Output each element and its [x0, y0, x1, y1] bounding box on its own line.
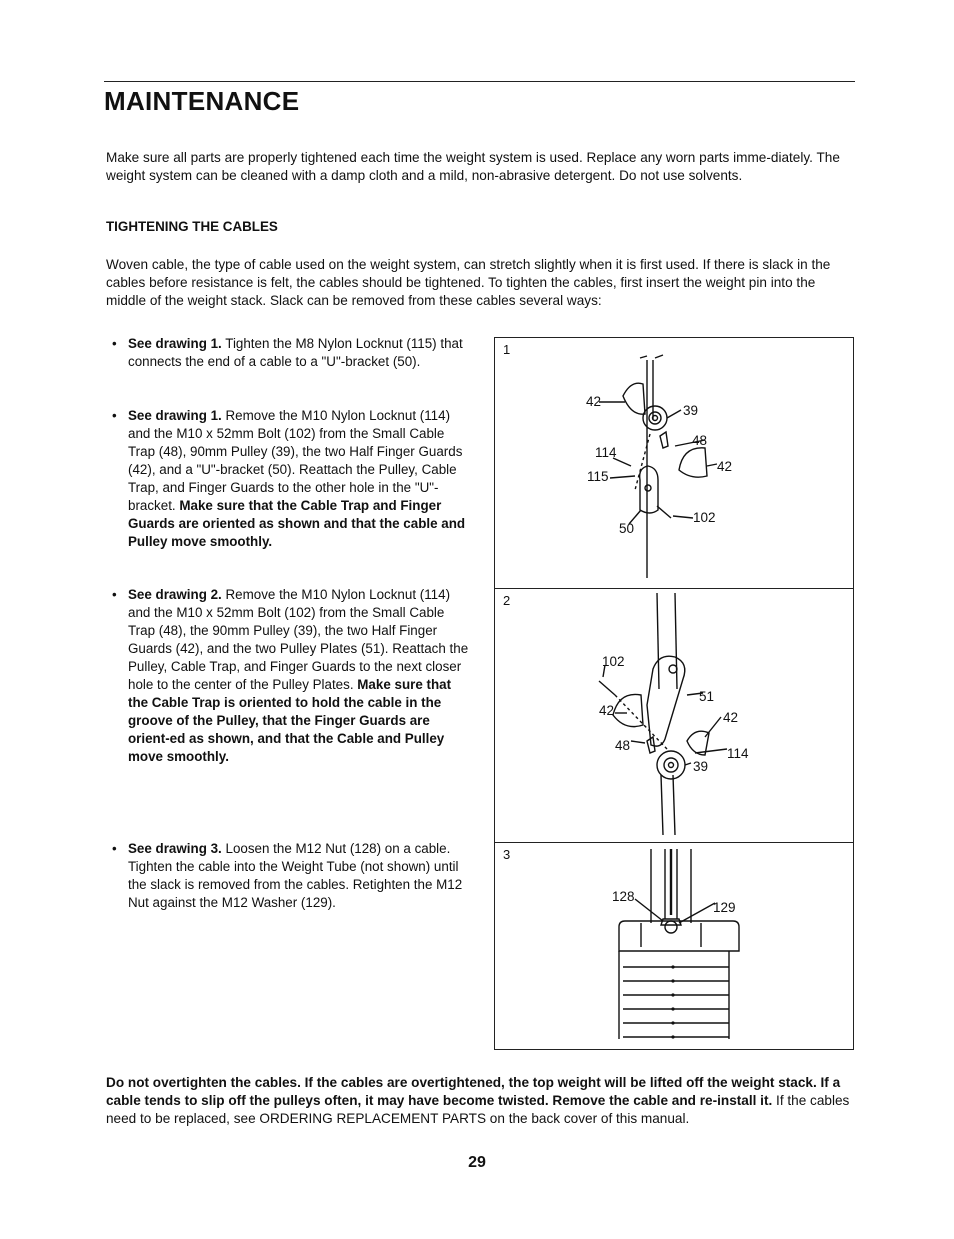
warning-body: If the cables need to be replaced, see ORDERING REPLACEMENT PARTS on the back cover of this manual.	[106, 1093, 850, 1126]
callout-50: 50	[619, 521, 635, 536]
figure-3	[494, 842, 854, 1050]
warning-paragraph	[106, 1074, 852, 1128]
bullet-body: Tighten the M8 Nylon Locknut (115) that connects the end of a cable to a "U"-bracket (50).	[128, 336, 463, 369]
page-number: 29	[468, 1154, 486, 1171]
bullet-dot: •	[112, 841, 117, 856]
bullet-lead: See drawing 1.	[128, 408, 222, 423]
figure-number: 2	[503, 593, 511, 608]
header-rule	[104, 81, 855, 82]
weight-stack-drawing-3	[495, 843, 855, 1051]
bullet-lead: See drawing 3.	[128, 841, 222, 856]
callout-128: 128	[612, 889, 635, 904]
bullet-body: Remove the M10 Nylon Locknut (114) and the M10 x 52mm Bolt (102) from the Small Cable Trap (48), 90mm Pulley (39), the two Half Finger Guards (42), and a "U"-bracket (50). Reattach the Pulley, Cable Trap, and Finger Guards to the other hole in the "U"-bracket.	[128, 408, 463, 513]
bullet-dot: •	[112, 336, 117, 351]
callout-115: 115	[587, 469, 609, 484]
bullet-text	[128, 586, 472, 766]
section-intro-paragraph: Woven cable, the type of cable used on the weight system, can stretch slightly when it is first used. If there is slack in the cables before resistance is felt, the cables should be tightened. To tighten the cables, first insert the weight pin into the middle of the weight stack. Slack can be removed from these cables several ways:	[106, 257, 831, 308]
callout-42b: 42	[723, 710, 739, 725]
pulley-assembly-drawing-2	[495, 589, 855, 844]
intro-paragraph: Make sure all parts are properly tightened each time the weight system is used. Replace any worn parts imme-diately. The weight system can be cleaned with a damp cloth and a mild, non-abrasive detergent. Do not use solvents.	[106, 150, 840, 183]
callout-102: 102	[602, 654, 625, 669]
callout-48: 48	[615, 738, 631, 753]
bullet-lead: See drawing 2.	[128, 587, 222, 602]
callout-39: 39	[693, 759, 709, 774]
bullet-text	[128, 407, 472, 551]
bullet-item-1	[112, 335, 472, 371]
bullet-item-4	[112, 840, 472, 912]
figure-number: 1	[503, 342, 511, 357]
callout-102: 102	[693, 510, 716, 525]
bullet-lead: See drawing 1.	[128, 336, 222, 351]
bullet-emphasis: Make sure that the Cable Trap and Finger Guards are oriented as shown and that the cable and Pulley move smoothly.	[128, 498, 466, 549]
callout-129: 129	[713, 900, 736, 915]
bullet-body: Loosen the M12 Nut (128) on a cable. Tighten the cable into the Weight Tube (not shown) until the slack is removed from the cables. Retighten the M12 Nut against the M12 Washer (129).	[128, 841, 463, 910]
callout-42: 42	[599, 703, 615, 718]
figure-number: 3	[503, 847, 511, 862]
bullet-dot: •	[112, 587, 117, 602]
bullet-dot: •	[112, 408, 117, 423]
pulley-assembly-drawing-1	[495, 338, 855, 590]
figure-1	[494, 337, 854, 589]
callout-42: 42	[586, 394, 602, 409]
callout-48: 48	[692, 433, 708, 448]
warning-emphasis: Do not overtighten the cables. If the cables are overtightened, the top weight will be lifted off the weight stack. If a cable tends to slip off the pulleys often, it may have become twisted. Remove the cable and re-install it.	[106, 1075, 841, 1108]
page-title: MAINTENANCE	[104, 86, 300, 116]
bullet-item-2	[112, 407, 472, 551]
section-heading: TIGHTENING THE CABLES	[106, 219, 278, 234]
bullet-emphasis: Make sure that the Cable Trap is oriented to hold the cable in the groove of the Pulley, that the Finger Guards are orient-ed as shown, and that the Cable and Pulley move smoothly.	[128, 677, 452, 764]
bullet-item-3	[112, 586, 472, 766]
bullet-text	[128, 335, 472, 371]
callout-39: 39	[683, 403, 699, 418]
callout-114: 114	[727, 746, 749, 761]
callout-42b: 42	[717, 459, 733, 474]
figure-2	[494, 588, 854, 843]
callout-51: 51	[699, 689, 715, 704]
bullet-body: Remove the M10 Nylon Locknut (114) and the M10 x 52mm Bolt (102) from the Small Cable Trap (48), the 90mm Pulley (39), the two Half Finger Guards (42), and the two Pulley Plates (51). Reattach the Pulley, Cable Trap, and Finger Guards to the next closer hole to the center of the Pulley Plates.	[128, 587, 469, 692]
bullet-text	[128, 840, 472, 912]
callout-114: 114	[595, 445, 617, 460]
